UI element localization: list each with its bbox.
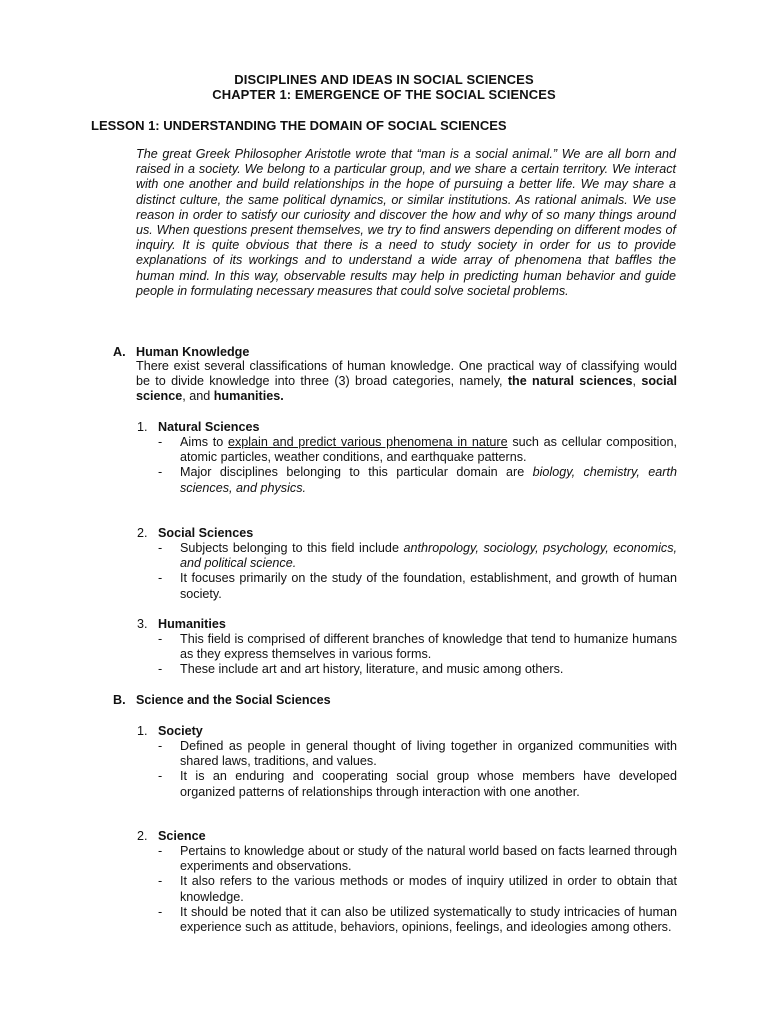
bullet-text: It focuses primarily on the study of the foundation, establishment, and growth of human society.: [180, 571, 677, 601]
item-title: Society: [158, 724, 203, 738]
item-heading: [137, 420, 677, 435]
item-science: [137, 829, 677, 935]
bullet-text: Subjects belonging to this field include: [180, 541, 404, 555]
bullet-dash: -: [158, 844, 163, 858]
item-number: 2.: [137, 526, 148, 540]
list-item: [137, 905, 677, 935]
item-humanities: [137, 617, 677, 678]
bullet-text: Defined as people in general thought of living together in organized communities with shared laws, traditions, and values.: [180, 739, 677, 769]
item-heading: [137, 829, 677, 844]
term-natural-sciences: the natural sciences: [507, 374, 633, 389]
item-heading: [137, 526, 677, 541]
list-item: [137, 435, 677, 465]
bullet-text: Pertains to knowledge about or study of the natural world based on facts learned through experiments and observations.: [180, 844, 677, 874]
section-heading: [113, 693, 677, 707]
underlined-text: explain and predict various phenomena in nature: [227, 435, 508, 449]
item-number: 3.: [137, 617, 148, 631]
bullet-text: It also refers to the various methods or modes of inquiry utilized in order to obtain that knowledge.: [180, 874, 677, 904]
bullet-list: [137, 739, 677, 800]
paragraph-text: There exist several classifications of human knowledge. One practical way of classifying would be to divide knowledge into three (3) broad categories, namely,: [136, 359, 677, 389]
bullet-dash: -: [158, 904, 163, 919]
bullet-text: It is an enduring and cooperating social group whose members have developed organized patterns of relationships through interaction with one another.: [180, 769, 677, 799]
list-item: [137, 465, 677, 495]
bullet-text: This field is comprised of different branches of knowledge that tend to humanize humans as they express themselves in various forms.: [180, 632, 677, 662]
list-item: [137, 739, 677, 769]
list-item: [137, 844, 677, 874]
item-natural-sciences: [137, 420, 677, 496]
bullet-list: [137, 844, 677, 935]
list-item: [137, 541, 677, 571]
document-title: DISCIPLINES AND IDEAS IN SOCIAL SCIENCES: [234, 72, 534, 87]
lesson-title: LESSON 1: UNDERSTANDING THE DOMAIN OF SOCIAL SCIENCES: [91, 118, 507, 133]
separator: ,: [632, 374, 642, 389]
bullet-dash: -: [158, 769, 163, 784]
term-humanities: humanities.: [213, 389, 284, 404]
list-item: [137, 769, 677, 799]
italic-text: anthropology, sociology, psychology, economics, and political science.: [180, 541, 677, 571]
bullet-text: Aims to: [180, 435, 228, 449]
list-item: [137, 571, 677, 601]
item-heading: [137, 617, 677, 632]
bullet-list: [137, 541, 677, 602]
item-society: [137, 724, 677, 800]
bullet-list: [137, 435, 677, 496]
bullet-dash: -: [158, 874, 163, 889]
item-title: Natural Sciences: [158, 420, 260, 434]
bullet-text: Major disciplines belonging to this particular domain are: [180, 465, 533, 480]
section-human-knowledge: [113, 345, 677, 405]
list-item: [137, 662, 677, 677]
item-number: 1.: [137, 724, 148, 738]
item-title: Humanities: [158, 617, 226, 631]
section-title: Human Knowledge: [136, 345, 250, 359]
section-letter: B.: [113, 693, 126, 707]
section-paragraph: [136, 359, 677, 405]
section-heading: [113, 345, 677, 359]
bullet-dash: -: [158, 662, 163, 677]
item-number: 2.: [137, 829, 148, 843]
item-social-sciences: [137, 526, 677, 602]
section-science-social-sciences: [113, 693, 677, 707]
bullet-list: [137, 632, 677, 678]
list-item: [137, 632, 677, 662]
section-title: Science and the Social Sciences: [136, 693, 331, 707]
bullet-text: These include art and art history, literature, and music among others.: [180, 662, 564, 677]
bullet-dash: -: [158, 571, 163, 586]
term-social-science: social science: [136, 374, 678, 404]
bullet-dash: -: [158, 632, 163, 646]
separator: , and: [182, 389, 214, 404]
item-title: Social Sciences: [158, 526, 254, 540]
bullet-text: It should be noted that it can also be utilized systematically to study intricacies of human experience such as attitude, behaviors, opinions, feelings, and ideologies among others.: [180, 904, 677, 935]
bullet-dash: -: [158, 541, 163, 555]
italic-text: biology, chemistry, earth sciences, and physics.: [180, 465, 677, 495]
list-item: [137, 874, 677, 904]
item-number: 1.: [137, 420, 148, 434]
bullet-dash: -: [158, 435, 163, 449]
bullet-dash: -: [158, 739, 163, 753]
bullet-text: such as cellular composition, atomic particles, weather conditions, and earthquake patterns.: [180, 435, 677, 465]
chapter-title: CHAPTER 1: EMERGENCE OF THE SOCIAL SCIENCES: [212, 87, 556, 102]
intro-paragraph: The great Greek Philosopher Aristotle wrote that “man is a social animal.” We are all born and raised in a society. We belong to a particular group, and we share a certain territory. We interact with one another and build relationships in the hope of pursuing a better life. We may share a distinct culture, the same political dynamics, or similar institutions. As rational animals. We use reason in order to satisfy our curiosity and discover the how and why of so many things around us. When questions present themselves, we try to find answers depending on different modes of inquiry. It is quite obvious that there is a need to study society in order for us to provide explanations of its workings and to understand a wide array of phenomena that baffles the human mind. In this way, observable results may help in predicting human behavior and guide people in formulating necessary measures that could solve societal problems.: [136, 147, 676, 298]
section-letter: A.: [113, 345, 126, 359]
item-heading: [137, 724, 677, 739]
bullet-dash: -: [158, 465, 163, 480]
item-title: Science: [158, 829, 206, 843]
